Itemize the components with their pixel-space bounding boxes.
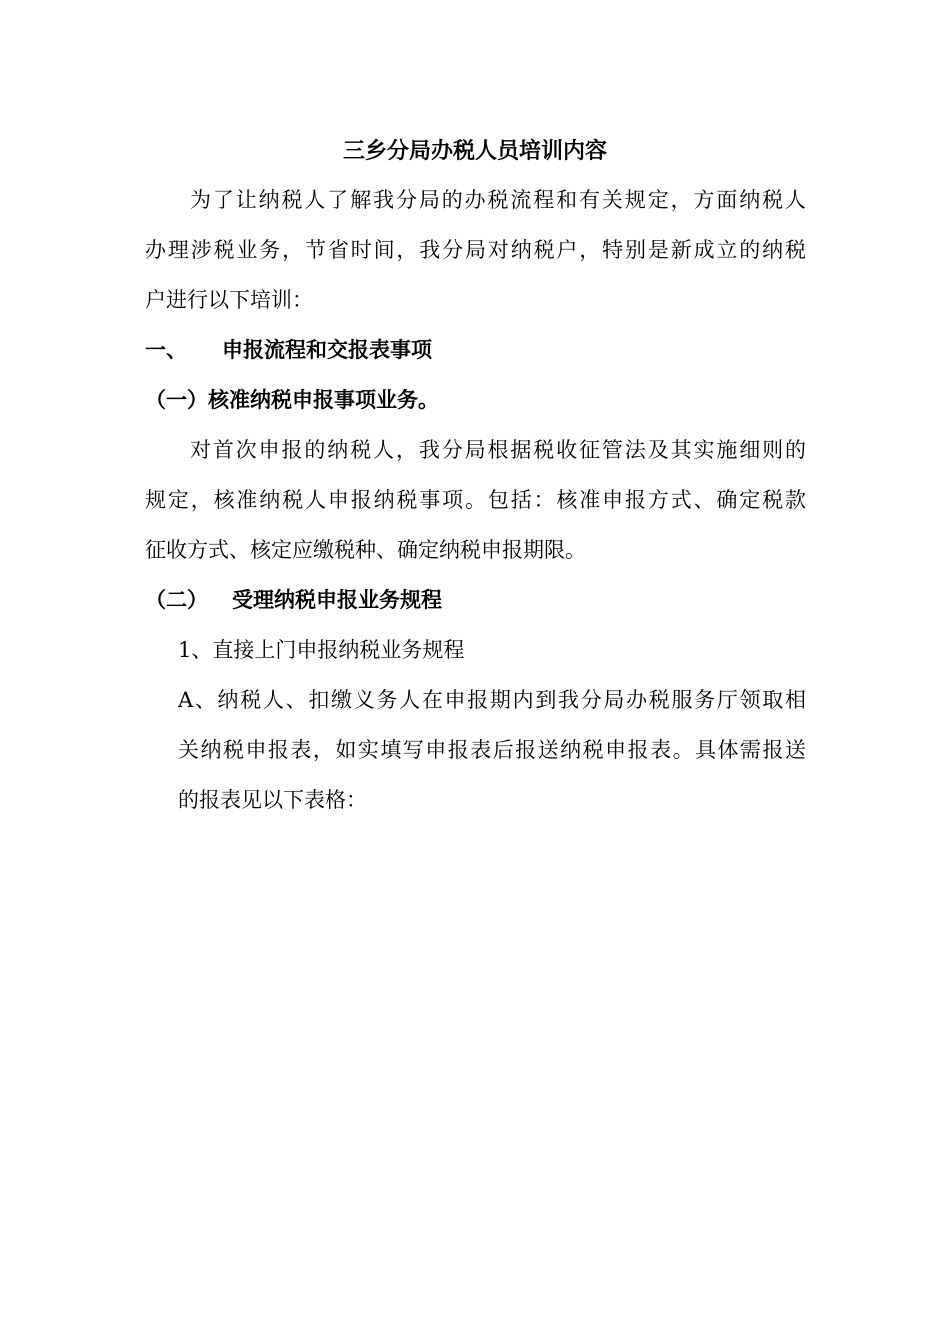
subsection-2-number: （二）	[145, 587, 208, 612]
subsection-1-heading: （一）核准纳税申报事项业务。	[145, 387, 439, 412]
subsection-1-line-1: 对首次申报的纳税人，我分局根据税收征管法及其实施细则的	[190, 438, 806, 462]
section-1-title: 申报流程和交报表事项	[222, 337, 432, 362]
subsection-1-line-3: 征收方式、核定应缴税种、确定纳税申报期限。	[145, 538, 586, 562]
section-1-number: 一、	[145, 337, 187, 362]
item-a-line-3: 的报表见以下表格：	[178, 788, 367, 812]
item-a-line-1: A、纳税人、扣缴义务人在申报期内到我分局办税服务厅领取相	[178, 688, 806, 712]
intro-line-3: 户进行以下培训：	[145, 288, 313, 312]
document-title: 三乡分局办税人员培训内容	[342, 138, 607, 164]
intro-line-1: 为了让纳税人了解我分局的办税流程和有关规定，方面纳税人	[190, 188, 806, 212]
intro-line-2: 办理涉税业务，节省时间，我分局对纳税户，特别是新成立的纳税	[145, 238, 806, 262]
item-a-line-2: 关纳税申报表，如实填写申报表后报送纳税申报表。具体需报送	[178, 738, 806, 762]
subsection-2-title: 受理纳税申报业务规程	[232, 587, 442, 612]
subsection-1-line-2: 规定，核准纳税人申报纳税事项。包括：核准申报方式、确定税款	[145, 488, 806, 512]
item-1-heading: 1、直接上门申报纳税业务规程	[178, 638, 465, 662]
